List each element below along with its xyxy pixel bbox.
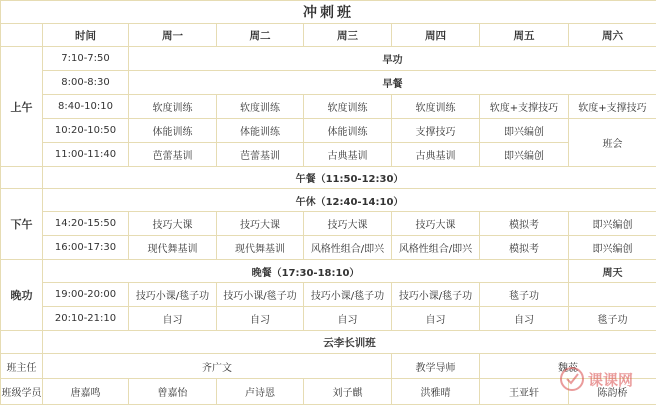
time-slot: 8:40-10:10 [43,95,129,119]
header-wed: 周三 [304,24,392,47]
lunch-row [1,167,656,189]
staff-heading: 云李长训班 [43,331,656,354]
header-corner [1,24,43,47]
class-cell: 技巧小课/毯子功 [217,283,304,307]
headteacher-name: 齐广文 [43,354,392,379]
header-sat: 周六 [569,24,656,47]
rest-row [1,189,656,212]
schedule-row [1,307,656,331]
class-cell: 自习 [129,307,217,331]
period-morning: 上午 [1,47,43,167]
class-cell: 体能训练 [304,119,392,143]
class-cell: 自习 [304,307,392,331]
students-label: 班级学员 [1,379,43,405]
activity-span: 早功 [129,47,656,71]
schedule-row [1,283,656,307]
header-fri: 周五 [480,24,569,47]
mentor-label: 教学导师 [392,354,480,379]
class-cell: 古典基训 [304,143,392,167]
class-cell: 模拟考 [480,236,569,260]
class-cell: 模拟考 [480,212,569,236]
class-cell: 技巧大课 [129,212,217,236]
class-cell: 软度训练 [217,95,304,119]
staff-row [1,354,656,379]
class-cell: 现代舞基训 [129,236,217,260]
period-afternoon: 下午 [1,189,43,260]
class-cell: 现代舞基训 [217,236,304,260]
sunday-header: 周天 [569,260,656,283]
period-evening: 晚功 [1,260,43,331]
lunch-span: 午餐（11:50-12:30） [43,167,656,189]
lunch-corner [1,167,43,189]
header-time: 时间 [43,24,129,47]
class-cell: 毯子功 [480,283,569,307]
class-cell: 技巧大课 [217,212,304,236]
staff-heading-row [1,331,656,354]
header-thu: 周四 [392,24,480,47]
rest-span: 午休（12:40-14:10） [43,189,656,212]
schedule-row [1,95,656,119]
class-cell: 软度+支撑技巧 [480,95,569,119]
header-row [1,24,656,47]
class-cell: 技巧小课/毯子功 [392,283,480,307]
class-cell: 自习 [480,307,569,331]
header-mon: 周一 [129,24,217,47]
class-cell: 体能训练 [217,119,304,143]
staff-corner [1,331,43,354]
class-cell: 体能训练 [129,119,217,143]
class-cell: 软度训练 [129,95,217,119]
class-cell: 即兴编创 [569,236,656,260]
class-cell: 毯子功 [569,307,656,331]
headteacher-label: 班主任 [1,354,43,379]
time-slot: 19:00-20:00 [43,283,129,307]
student-name: 陈韵桥 [569,379,656,405]
empty-cell [569,283,656,307]
class-cell: 软度训练 [304,95,392,119]
student-name: 王亚轩 [480,379,569,405]
activity-span: 早餐 [129,71,656,95]
class-cell: 技巧大课 [392,212,480,236]
schedule-row [1,47,656,71]
time-slot: 14:20-15:50 [43,212,129,236]
class-cell: 自习 [217,307,304,331]
class-cell: 古典基训 [392,143,480,167]
class-cell: 芭蕾基训 [129,143,217,167]
time-slot: 11:00-11:40 [43,143,129,167]
watermark-text: 课课网 [588,371,633,389]
class-cell: 自习 [392,307,480,331]
class-cell: 即兴编创 [480,119,569,143]
class-cell: 技巧小课/毯子功 [304,283,392,307]
class-cell: 技巧大课 [304,212,392,236]
schedule-row [1,212,656,236]
student-name: 刘子麒 [304,379,392,405]
schedule-row [1,143,656,167]
time-slot: 8:00-8:30 [43,71,129,95]
students-row [1,379,656,405]
schedule-row [1,71,656,95]
student-name: 唐嘉鸣 [43,379,129,405]
time-slot: 10:20-10:50 [43,119,129,143]
time-slot: 20:10-21:10 [43,307,129,331]
time-slot: 7:10-7:50 [43,47,129,71]
class-cell: 支撑技巧 [392,119,480,143]
class-cell: 软度训练 [392,95,480,119]
dinner-row [1,260,656,283]
dinner-span: 晚餐（17:30-18:10） [43,260,569,283]
mentor-name: 魏蕊 [480,354,656,379]
header-tue: 周二 [217,24,304,47]
class-cell: 即兴编创 [480,143,569,167]
student-name: 洪雅晴 [392,379,480,405]
student-name: 曾嘉怡 [129,379,217,405]
schedule-title: 冲刺班 [1,1,656,24]
time-slot: 16:00-17:30 [43,236,129,260]
class-meeting-cell: 班会 [569,119,656,167]
student-name: 卢诗恩 [217,379,304,405]
class-cell: 即兴编创 [569,212,656,236]
class-cell: 技巧小课/毯子功 [129,283,217,307]
schedule-row [1,119,656,143]
class-cell: 风格性组合/即兴 [304,236,392,260]
class-cell: 芭蕾基训 [217,143,304,167]
class-cell: 软度+支撑技巧 [569,95,656,119]
schedule-row [1,236,656,260]
class-cell: 风格性组合/即兴 [392,236,480,260]
